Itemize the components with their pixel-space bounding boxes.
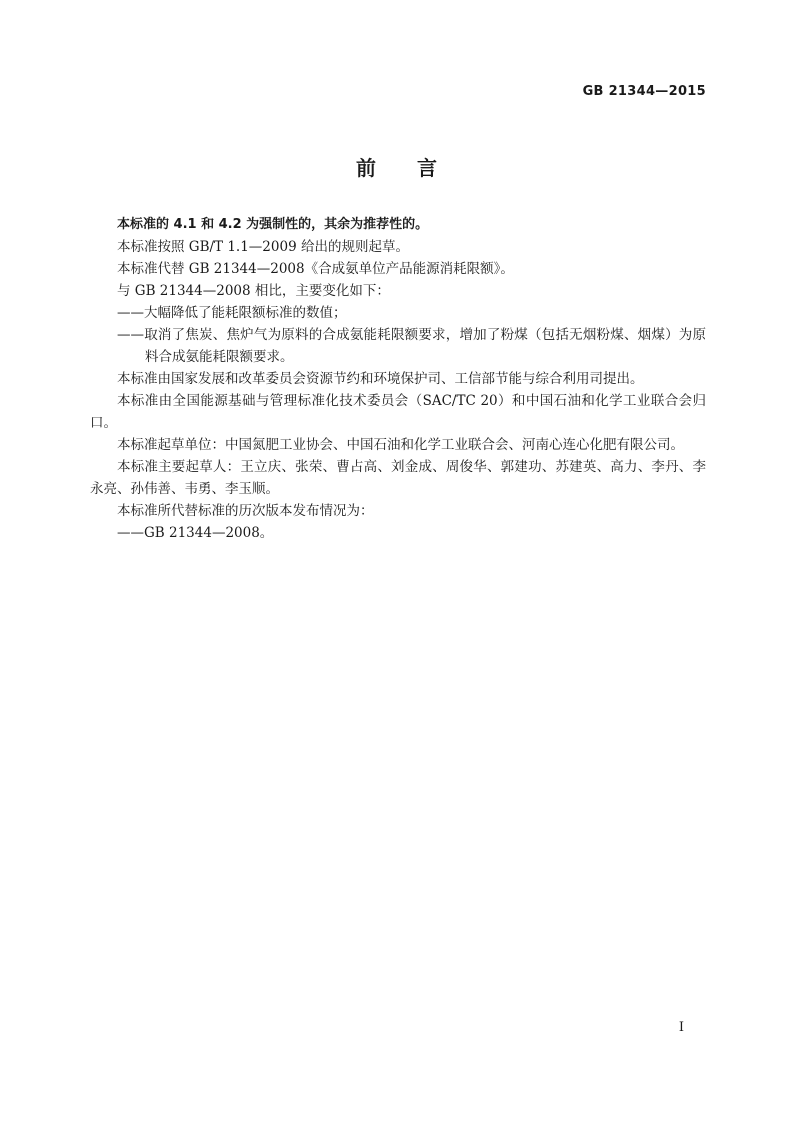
paragraph-history-intro: 本标准所代替标准的历次版本发布情况为：: [117, 503, 374, 519]
page-title: [0, 152, 794, 181]
paragraph-replaces: 本标准代替 GB 21344—2008《合成氨单位产品能源消耗限额》。: [117, 261, 514, 277]
history-item-1: ——GB 21344—2008。: [117, 525, 274, 541]
standard-code: GB 21344—2015: [582, 84, 706, 99]
title-char-2: 言: [417, 156, 438, 180]
paragraph-mandatory-clauses: 本标准的 4.1 和 4.2 为强制性的，其余为推荐性的。: [117, 217, 429, 232]
paragraph-proposed-by: 本标准由国家发展和改革委员会资源节约和环境保护司、工信部节能与综合利用司提出。: [117, 371, 644, 387]
title-char-1: 前: [356, 156, 377, 180]
paragraph-changes-intro: 与 GB 21344—2008 相比，主要变化如下：: [117, 283, 390, 299]
change-item-2: ——取消了焦炭、焦炉气为原料的合成氨能耗限额要求，增加了粉煤（包括无烟粉煤、烟煤）为原料合成氨能耗限额要求。: [117, 327, 706, 365]
document-body: [90, 214, 706, 544]
paragraph-drafting-rules: 本标准按照 GB/T 1.1—2009 给出的规则起草。: [117, 239, 409, 255]
change-item-1: ——大幅降低了能耗限额标准的数值；: [117, 305, 347, 321]
paragraph-drafters: 本标准主要起草人：王立庆、张荣、曹占高、刘金成、周俊华、郭建功、苏建英、高力、李丹、李永亮、孙伟善、韦勇、李玉顺。: [90, 459, 706, 497]
paragraph-managed-by: 本标准由全国能源基础与管理标准化技术委员会（SAC/TC 20）和中国石油和化学工业联合会归口。: [90, 393, 706, 431]
page-number: I: [678, 1020, 684, 1035]
paragraph-drafting-units: 本标准起草单位：中国氮肥工业协会、中国石油和化学工业联合会、河南心连心化肥有限公司。: [117, 437, 684, 453]
